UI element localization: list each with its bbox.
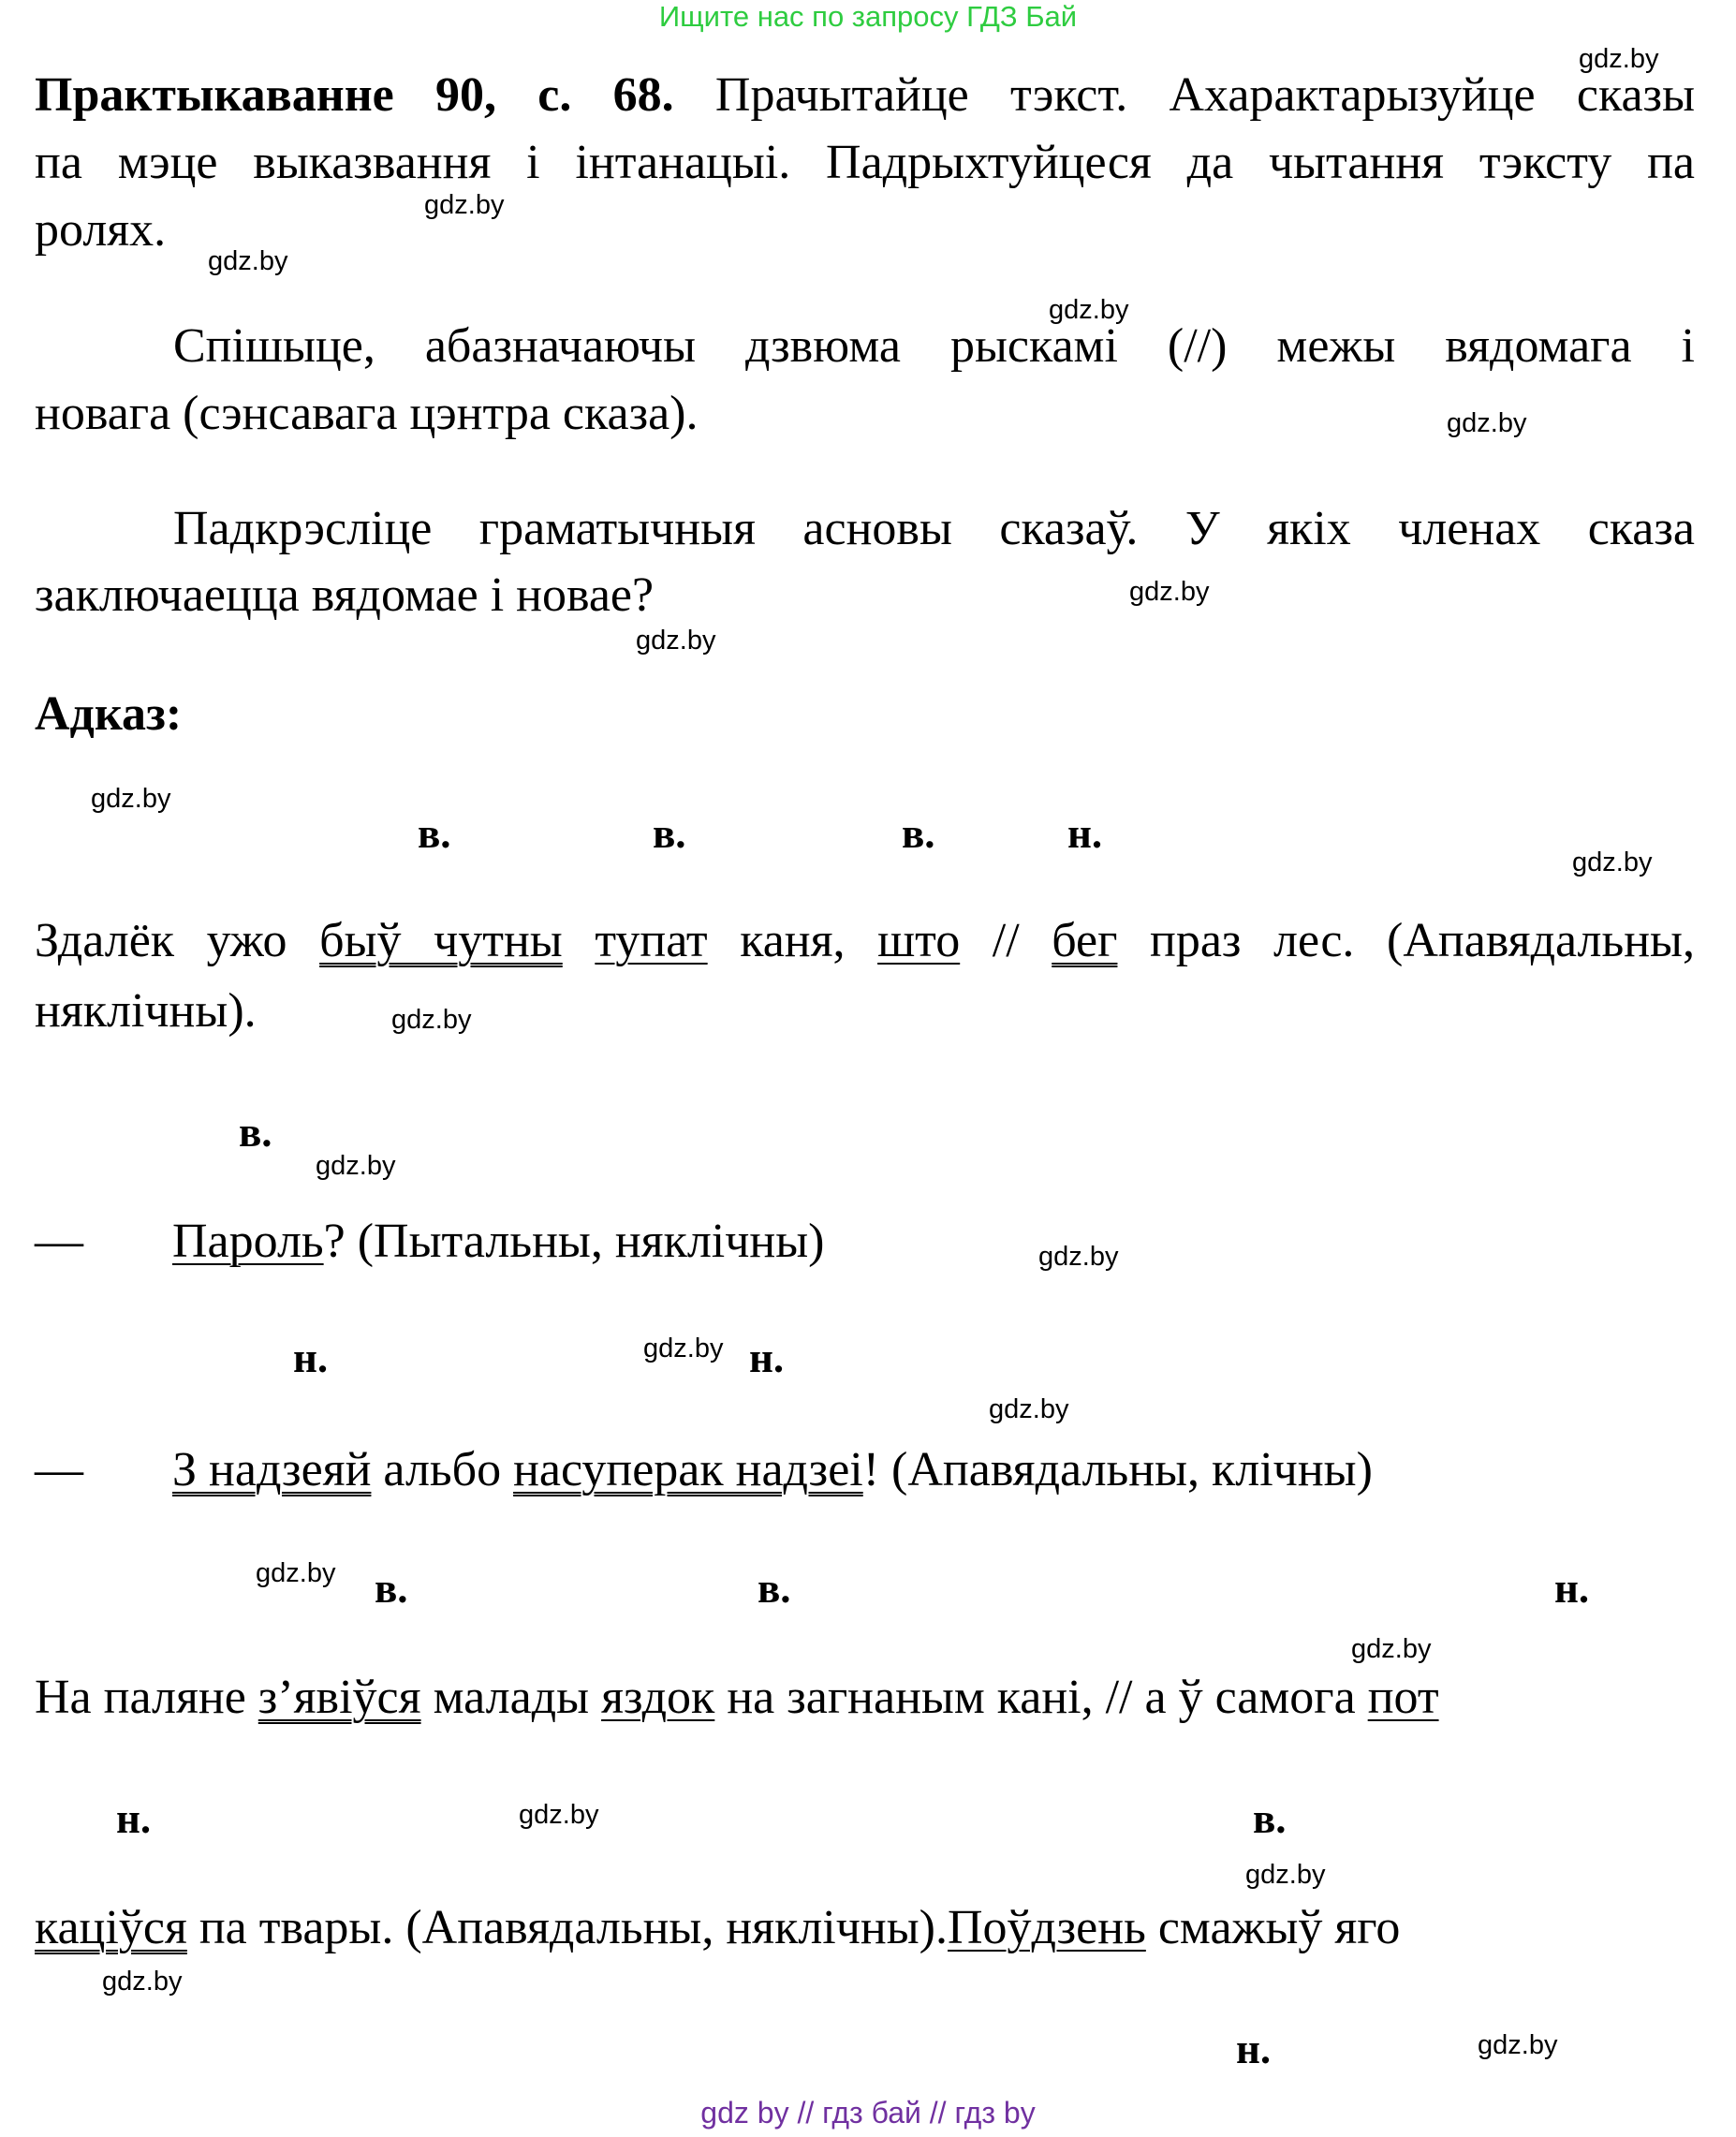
- sentence-1-line-2: няклічны).: [35, 984, 257, 1038]
- sentence-1-line-1: [35, 913, 1695, 968]
- text: на загнаным кані, // а ў самога: [714, 1671, 1368, 1724]
- dialogue-dash: —: [35, 1215, 83, 1268]
- watermark: gdz.by: [1049, 295, 1129, 325]
- watermark: gdz.by: [1038, 1242, 1119, 1272]
- watermark: gdz.by: [989, 1394, 1069, 1424]
- predicate: насуперак надзеі: [513, 1443, 863, 1496]
- task-paragraph-3-line-1: Падкрэсліце граматычныя асновы сказаў. У якіх членах сказа: [173, 502, 1695, 555]
- watermark: gdz.by: [1351, 1634, 1432, 1664]
- text: [563, 914, 596, 967]
- dialogue-dash: —: [35, 1443, 83, 1496]
- subject: тупат: [595, 914, 708, 967]
- watermark: gdz.by: [91, 784, 171, 814]
- known-mark: в.: [418, 810, 451, 857]
- text: смажыў яго: [1145, 1901, 1401, 1954]
- watermark: gdz.by: [208, 246, 288, 276]
- text: ? (Пытальны, няклічны): [323, 1215, 825, 1268]
- watermark: gdz.by: [643, 1334, 724, 1363]
- watermark: gdz.by: [519, 1800, 599, 1830]
- sentence-4-line-1: [35, 1670, 1439, 1725]
- watermark: gdz.by: [1129, 577, 1210, 607]
- text: па твары. (Апавядальны, няклічны).: [186, 1901, 948, 1954]
- top-banner[interactable]: Ищите нас по запросу ГДЗ Бай: [658, 0, 1078, 33]
- task-paragraph-3-line-2: заключаецца вядомае і новае?: [35, 568, 655, 622]
- known-mark: в.: [239, 1109, 272, 1156]
- new-mark: н.: [293, 1334, 329, 1381]
- task-paragraph-2-line-2: новага (сэнсавага цэнтра сказа).: [35, 387, 699, 440]
- text: праз лес. (Апавядальны,: [1117, 914, 1695, 967]
- text: малады: [420, 1671, 602, 1724]
- footer-links[interactable]: gdz by // гдз бай // гдз by: [700, 2096, 1036, 2130]
- known-mark: в.: [758, 1565, 791, 1612]
- new-mark: н.: [1067, 810, 1103, 857]
- watermark: gdz.by: [1245, 1860, 1326, 1890]
- known-mark: в.: [902, 810, 935, 857]
- text: //: [960, 914, 1052, 967]
- watermark: gdz.by: [636, 626, 716, 656]
- watermark: gdz.by: [1579, 44, 1659, 74]
- task-line-3: ролях.: [35, 203, 167, 257]
- subject: Поўдзень: [948, 1901, 1146, 1954]
- subject: што: [877, 914, 961, 967]
- exercise-title: Практыкаванне 90, с. 68.: [35, 68, 674, 122]
- sentence-4-line-2: [35, 1900, 1400, 1955]
- text: На паляне: [35, 1671, 258, 1724]
- watermark: gdz.by: [391, 1005, 472, 1035]
- sentence-2: [172, 1214, 824, 1269]
- subject: пот: [1367, 1671, 1439, 1724]
- task-paragraph-2-line-1: Спішыце, абазначаючы дзвюма рыскамі (//) межы вядомага і: [173, 319, 1695, 373]
- subject: яздок: [601, 1671, 715, 1724]
- text: Здалёк ужо: [35, 914, 320, 967]
- sentence-3: [172, 1442, 1373, 1497]
- text: альбо: [371, 1443, 514, 1496]
- watermark: gdz.by: [256, 1558, 336, 1588]
- watermark: gdz.by: [1447, 408, 1527, 438]
- text: каня,: [707, 914, 878, 967]
- new-mark: н.: [749, 1334, 785, 1381]
- predicate: бег: [1052, 914, 1118, 967]
- watermark: gdz.by: [1572, 847, 1653, 877]
- new-mark: н.: [1554, 1565, 1590, 1612]
- watermark: gdz.by: [102, 1967, 183, 1997]
- new-mark: н.: [1236, 2026, 1272, 2072]
- new-mark: н.: [116, 1795, 152, 1842]
- subject: Пароль: [172, 1215, 324, 1268]
- known-mark: в.: [375, 1565, 408, 1612]
- task-line-2: па мэце выказвання і інтанацыі. Падрыхтуйцеся да чытання тэксту па: [35, 136, 1695, 189]
- watermark: gdz.by: [316, 1151, 396, 1181]
- watermark: gdz.by: [1478, 2030, 1558, 2060]
- known-mark: в.: [653, 810, 686, 857]
- predicate: каціўся: [35, 1901, 187, 1954]
- known-mark: в.: [1253, 1795, 1287, 1842]
- predicate: З надзеяй: [172, 1443, 372, 1496]
- predicate: быў чутны: [319, 914, 563, 967]
- text: ! (Апавядальны, клічны): [862, 1443, 1373, 1496]
- watermark: gdz.by: [424, 190, 505, 220]
- answer-label: Адказ:: [35, 687, 183, 741]
- task-text: Прачытайце тэкст. Ахарактарызуйце сказы: [714, 68, 1696, 122]
- predicate: з’явіўся: [257, 1671, 421, 1724]
- task-line-1: [35, 67, 1695, 123]
